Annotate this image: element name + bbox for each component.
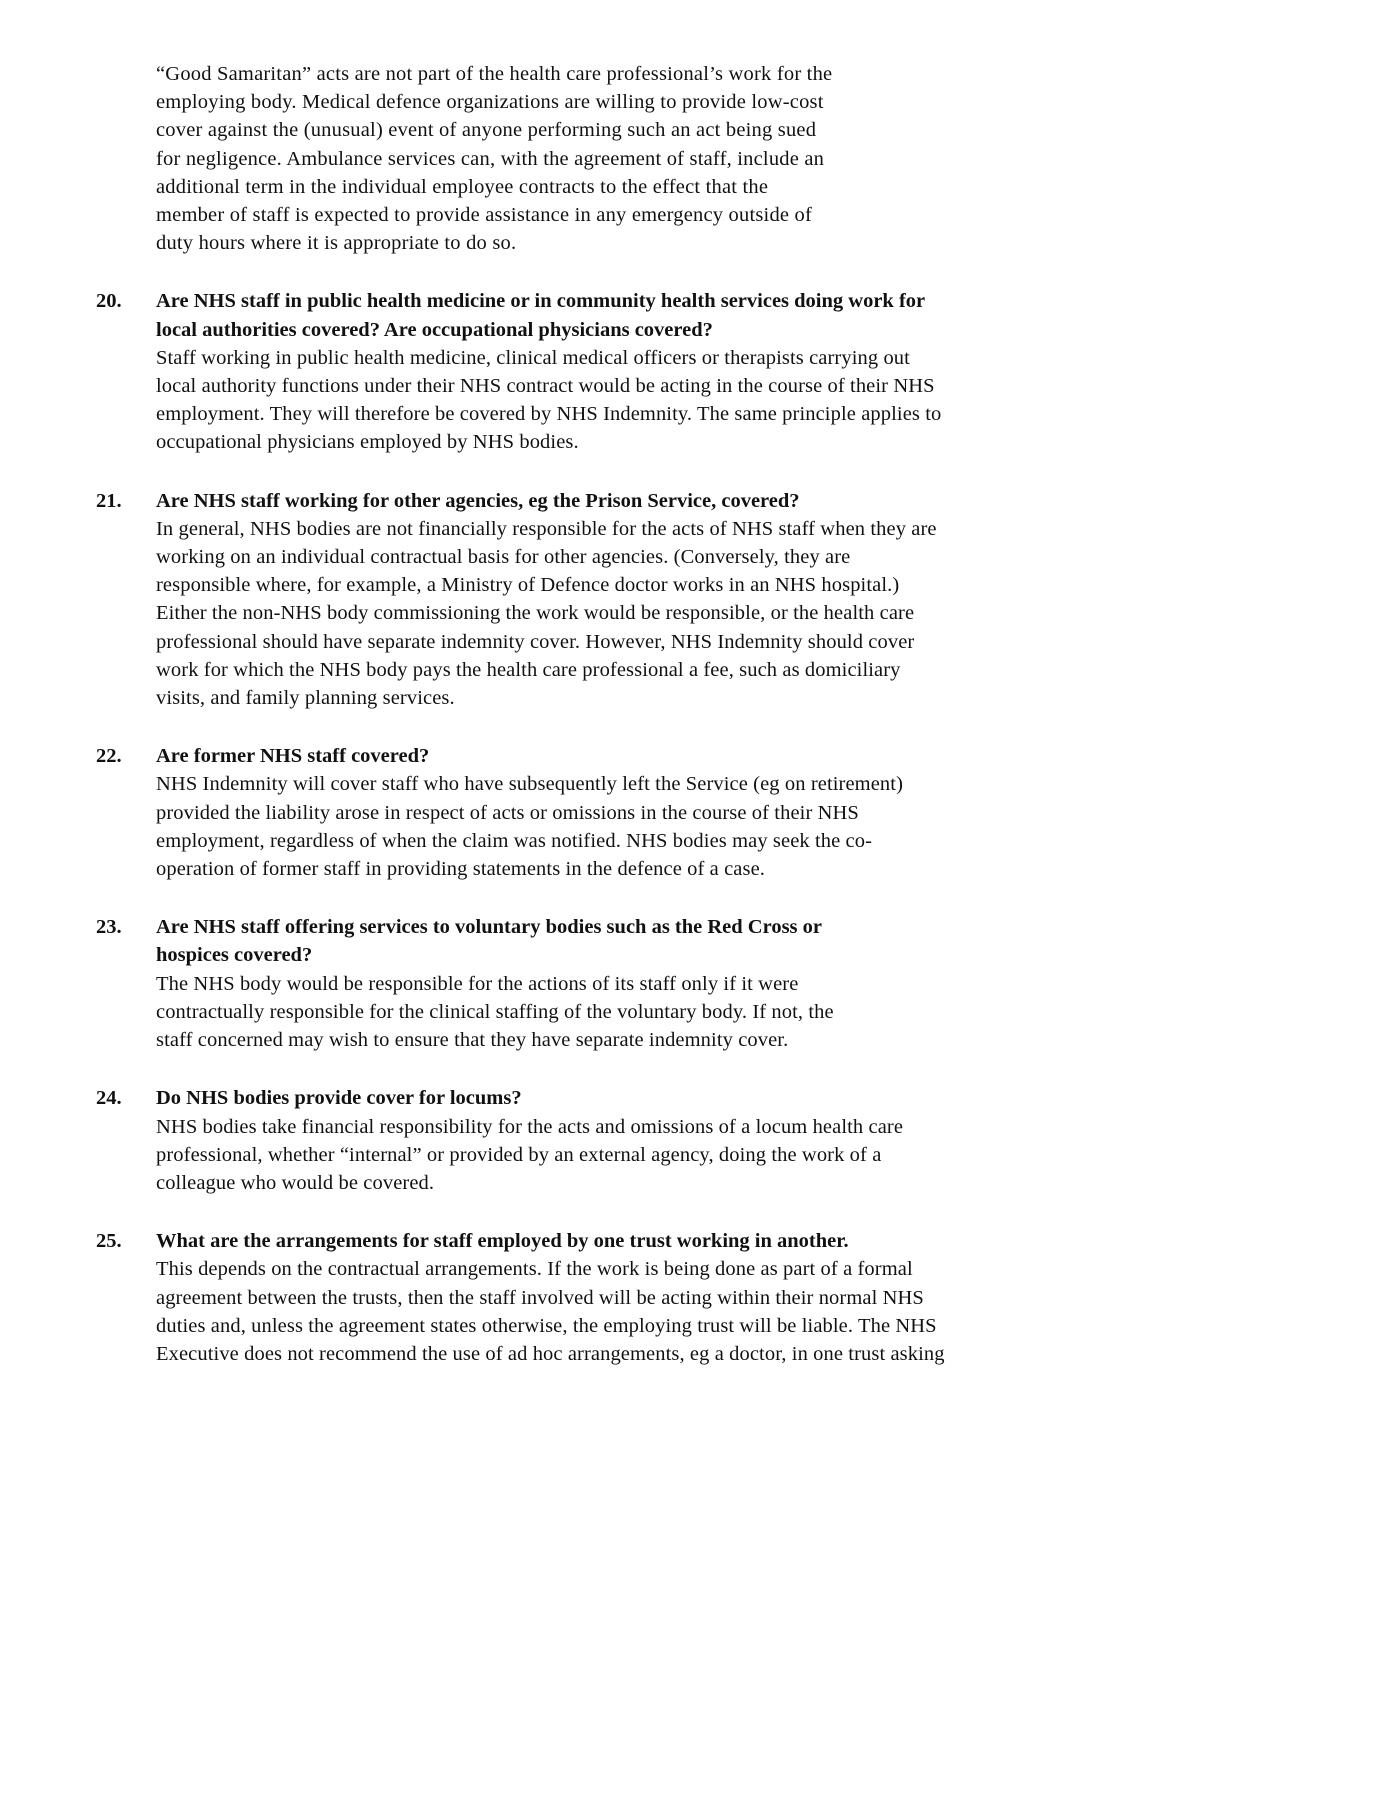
qa-item-20 (96, 287, 1226, 456)
qa-number: 25. (96, 1230, 122, 1253)
qa-body (156, 287, 1226, 456)
qa-number: 21. (96, 489, 122, 512)
qa-number: 22. (96, 745, 122, 768)
qa-question: Do NHS bodies provide cover for locums? (156, 1087, 522, 1110)
qa-item-21 (96, 487, 1226, 713)
qa-question: Are NHS staff offering services to voluntary bodies such as the Red Cross or hospices covered? (156, 916, 822, 967)
qa-item-24 (96, 1084, 1226, 1197)
qa-answer: Staff working in public health medicine, clinical medical officers or therapists carrying out local authority functions under their NHS contract would be acting in the course of their NHS employment. They will therefore be covered by NHS Indemnity. The same principle applies to occupational physicians employed by NHS bodies. (156, 346, 942, 454)
qa-question: Are NHS staff working for other agencies, eg the Prison Service, covered? (156, 489, 800, 512)
qa-question: What are the arrangements for staff employed by one trust working in another. (156, 1230, 849, 1253)
qa-question: Are former NHS staff covered? (156, 745, 430, 768)
qa-answer: This depends on the contractual arrangements. If the work is being done as part of a formal agreement between the trusts, then the staff involved will be acting within their normal NHS duties and, unless the agreement states otherwise, the employing trust will be liable. The NHS Executive does not recommend the use of ad hoc arrangements, eg a doctor, in one trust asking (156, 1258, 945, 1365)
qa-body (156, 913, 1226, 1054)
page-content (96, 60, 1226, 1368)
qa-body (156, 1084, 1226, 1197)
qa-answer: In general, NHS bodies are not financially responsible for the acts of NHS staff when they are working on an individual contractual basis for other agencies. (Conversely, they are responsible where, for example, a Ministry of Defence doctor works in an NHS hospital.) Either the non-NHS body commissioning the work would be responsible, or the health care professional should have separate indemnity cover. However, NHS Indemnity should cover work for which the NHS body pays the health care professional a fee, such as domiciliary visits, and family planning services. (156, 517, 937, 710)
qa-item-22 (96, 742, 1226, 883)
qa-item-23 (96, 913, 1226, 1054)
qa-number: 24. (96, 1087, 122, 1110)
qa-item-25 (96, 1227, 1226, 1368)
qa-body (156, 1227, 1226, 1368)
qa-body (156, 742, 1226, 883)
qa-answer: NHS bodies take financial responsibility for the acts and omissions of a locum health care professional, whether “internal” or provided by an external agency, doing the work of a colleague who would be covered. (156, 1115, 904, 1194)
qa-answer: NHS Indemnity will cover staff who have subsequently left the Service (eg on retirement) provided the liability arose in respect of acts or omissions in the course of their NHS employment, regardless of when the claim was notified. NHS bodies may seek the co-operation of former staff in providing statements in the defence of a case. (156, 773, 903, 881)
qa-number: 20. (96, 290, 122, 313)
qa-number: 23. (96, 916, 122, 939)
qa-answer: The NHS body would be responsible for the actions of its staff only if it were contractually responsible for the clinical staffing of the voluntary body. If not, the staff concerned may wish to ensure that they have separate indemnity cover. (156, 972, 834, 1052)
intro-paragraph: “Good Samaritan” acts are not part of the health care professional’s work for the employing body. Medical defence organizations are willing to provide low-cost cover against the (unusual) event of anyone performing such an act being sued for negligence. Ambulance services can, with the agreement of staff, include an additional term in the individual employee contracts to the effect that the member of staff is expected to provide assistance in any emergency outside of duty hours where it is appropriate to do so. (156, 63, 833, 255)
qa-body (156, 487, 1226, 713)
qa-question: Are NHS staff in public health medicine or in community health services doing work for local authorities covered? Are occupational physicians covered? (156, 290, 925, 341)
